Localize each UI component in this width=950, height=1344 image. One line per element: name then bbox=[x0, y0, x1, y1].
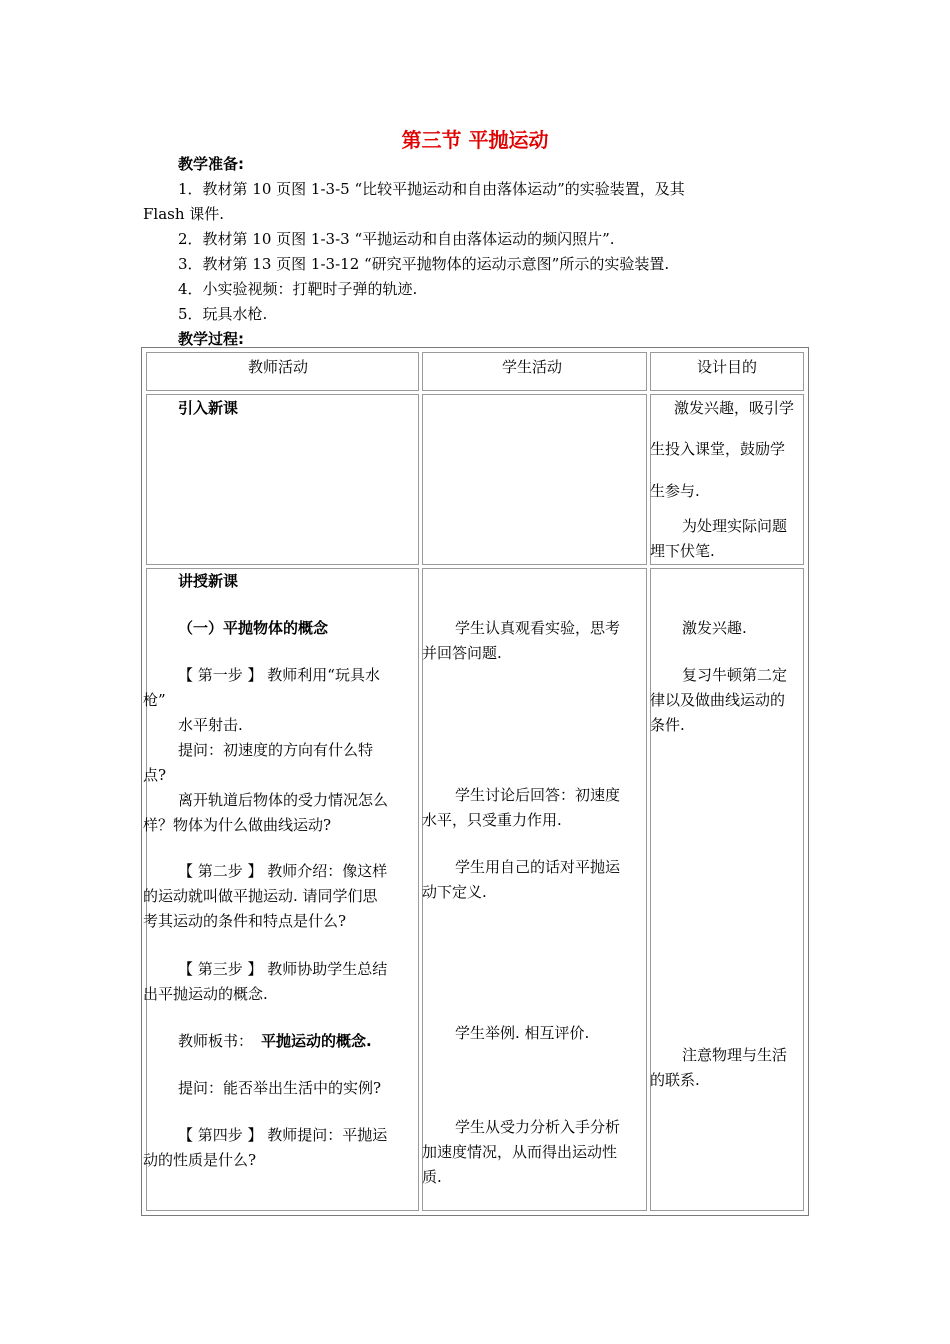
header-teacher: 教师活动 bbox=[248, 358, 309, 376]
student-line: 水平，只受重力作用. bbox=[422, 811, 562, 829]
teacher-line: 出平抛运动的概念. bbox=[143, 985, 268, 1003]
prep-line: 3．教材第 13 页图 1-3-12 “研究平抛物体的运动示意图”所示的实验装置. bbox=[178, 255, 670, 273]
prep-line: Flash 课件. bbox=[143, 205, 225, 223]
teacher-line: 枪” bbox=[143, 691, 166, 709]
header-purpose: 设计目的 bbox=[697, 358, 758, 376]
prep-line: 4．小实验视频：打靶时子弹的轨迹. bbox=[178, 280, 418, 298]
purpose-line: 的联系. bbox=[650, 1071, 700, 1089]
student-line: 质. bbox=[422, 1168, 442, 1186]
teacher-line: 【 第二步 】 教师介绍：像这样 bbox=[178, 862, 388, 880]
teacher-line: 【 第一步 】 教师利用“玩具水 bbox=[178, 666, 380, 684]
teacher-line: 【 第三步 】 教师协助学生总结 bbox=[178, 960, 388, 978]
prep-line: 5．玩具水枪. bbox=[178, 305, 268, 323]
student-line: 学生用自己的话对平抛运 bbox=[455, 858, 621, 876]
page-title: 第三节 平抛运动 bbox=[401, 128, 549, 152]
header-student: 学生活动 bbox=[502, 358, 563, 376]
purpose-line: 条件. bbox=[650, 716, 685, 734]
teacher-line: 的运动就叫做平抛运动. 请同学们思 bbox=[143, 887, 378, 905]
teacher-line: 教师板书： bbox=[178, 1032, 254, 1050]
process-heading: 教学过程: bbox=[178, 330, 244, 348]
purpose-line: 复习牛顿第二定 bbox=[682, 666, 788, 684]
teacher-line: 提问：能否举出生活中的实例? bbox=[178, 1079, 382, 1097]
prep-line: 1．教材第 10 页图 1-3-5 “比较平抛运动和自由落体运动”的实验装置，及其 bbox=[178, 180, 685, 198]
student-line: 学生举例. 相互评价. bbox=[455, 1024, 590, 1042]
student-line: 学生讨论后回答：初速度 bbox=[455, 786, 621, 804]
row1-student-cell bbox=[422, 394, 647, 565]
teacher-line: 动的性质是什么? bbox=[143, 1151, 257, 1169]
purpose-line: 律以及做曲线运动的 bbox=[650, 691, 786, 709]
student-line: 并回答问题. bbox=[422, 644, 502, 662]
teacher-line: 考其运动的条件和特点是什么? bbox=[143, 912, 347, 930]
student-line: 动下定义. bbox=[422, 883, 487, 901]
teacher-line: 离开轨道后物体的受力情况怎么 bbox=[178, 791, 389, 809]
row1-purpose-line: 激发兴趣，吸引学 bbox=[674, 399, 795, 417]
purpose-line: 注意物理与生活 bbox=[682, 1046, 788, 1064]
teacher-line: 水平射击. bbox=[178, 716, 243, 734]
teacher-line: 【 第四步 】 教师提问：平抛运 bbox=[178, 1126, 388, 1144]
teacher-board-text: 平抛运动的概念. bbox=[261, 1032, 372, 1050]
purpose-line: 激发兴趣. bbox=[682, 619, 747, 637]
teacher-line: 提问：初速度的方向有什么特 bbox=[178, 741, 374, 759]
row1-purpose-line: 生投入课堂，鼓励学 bbox=[650, 440, 786, 458]
student-line: 学生从受力分析入手分析 bbox=[455, 1118, 621, 1136]
student-line: 学生认真观看实验，思考 bbox=[455, 619, 621, 637]
prep-heading: 教学准备: bbox=[178, 155, 244, 173]
teacher-line: 点? bbox=[143, 766, 167, 784]
teacher-line: 样？物体为什么做曲线运动? bbox=[143, 816, 332, 834]
row1-purpose-line: 为处理实际问题 bbox=[682, 517, 788, 535]
row2-subsection-title: （一）平抛物体的概念 bbox=[178, 619, 329, 637]
student-line: 加速度情况，从而得出运动性 bbox=[422, 1143, 618, 1161]
row2-section-title: 讲授新课 bbox=[178, 572, 239, 590]
row1-purpose-line: 生参与. bbox=[650, 482, 700, 500]
row1-purpose-line: 埋下伏笔. bbox=[650, 542, 715, 560]
prep-line: 2．教材第 10 页图 1-3-3 “平抛运动和自由落体运动的频闪照片”. bbox=[178, 230, 615, 248]
row1-teacher-text: 引入新课 bbox=[178, 399, 239, 417]
